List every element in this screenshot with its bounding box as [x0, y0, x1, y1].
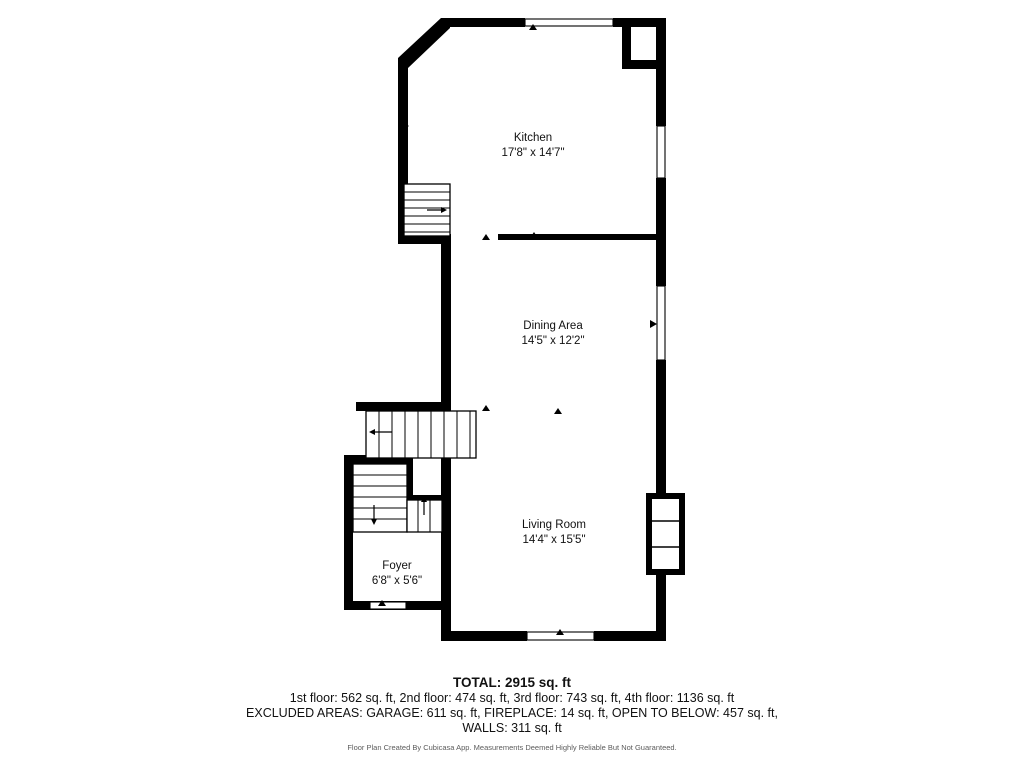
floors-area-text: 1st floor: 562 sq. ft, 2nd floor: 474 sq. ft, 3rd floor: 743 sq. ft, 4th floor: 1136 sq. ft — [289, 691, 735, 705]
total-area-text: TOTAL: 2915 sq. ft — [452, 675, 572, 690]
room-name: Kitchen — [513, 132, 553, 144]
walls-area-text: WALLS: 311 sq. ft — [462, 721, 562, 735]
room-dimensions: 17'8" x 14'7" — [501, 147, 565, 160]
interior-partition — [498, 234, 656, 240]
room-name: Living Room — [522, 519, 586, 531]
fireplace — [649, 496, 682, 572]
disclaimer-text: Floor Plan Created By Cubicasa App. Measurements Deemed Highly Reliable But Not Guaranteed. — [347, 743, 677, 752]
room-label-dining-area — [493, 319, 613, 349]
room-name: Foyer — [382, 560, 412, 572]
stair-main — [366, 411, 476, 458]
room-label-foyer — [337, 559, 457, 589]
room-label-living-room — [494, 518, 614, 548]
room-dimensions: 14'5" x 12'2" — [521, 335, 585, 348]
room-label-kitchen — [473, 131, 593, 161]
excluded-areas-text: EXCLUDED AREAS: GARAGE: 611 sq. ft, FIREPLACE: 14 sq. ft, OPEN TO BELOW: 457 sq. ft, — [246, 706, 778, 720]
room-dimensions: 14'4" x 15'5" — [522, 534, 586, 547]
stair-upper — [404, 184, 450, 236]
room-name: Dining Area — [523, 320, 583, 332]
room-dimensions: 6'8" x 5'6" — [371, 575, 423, 588]
